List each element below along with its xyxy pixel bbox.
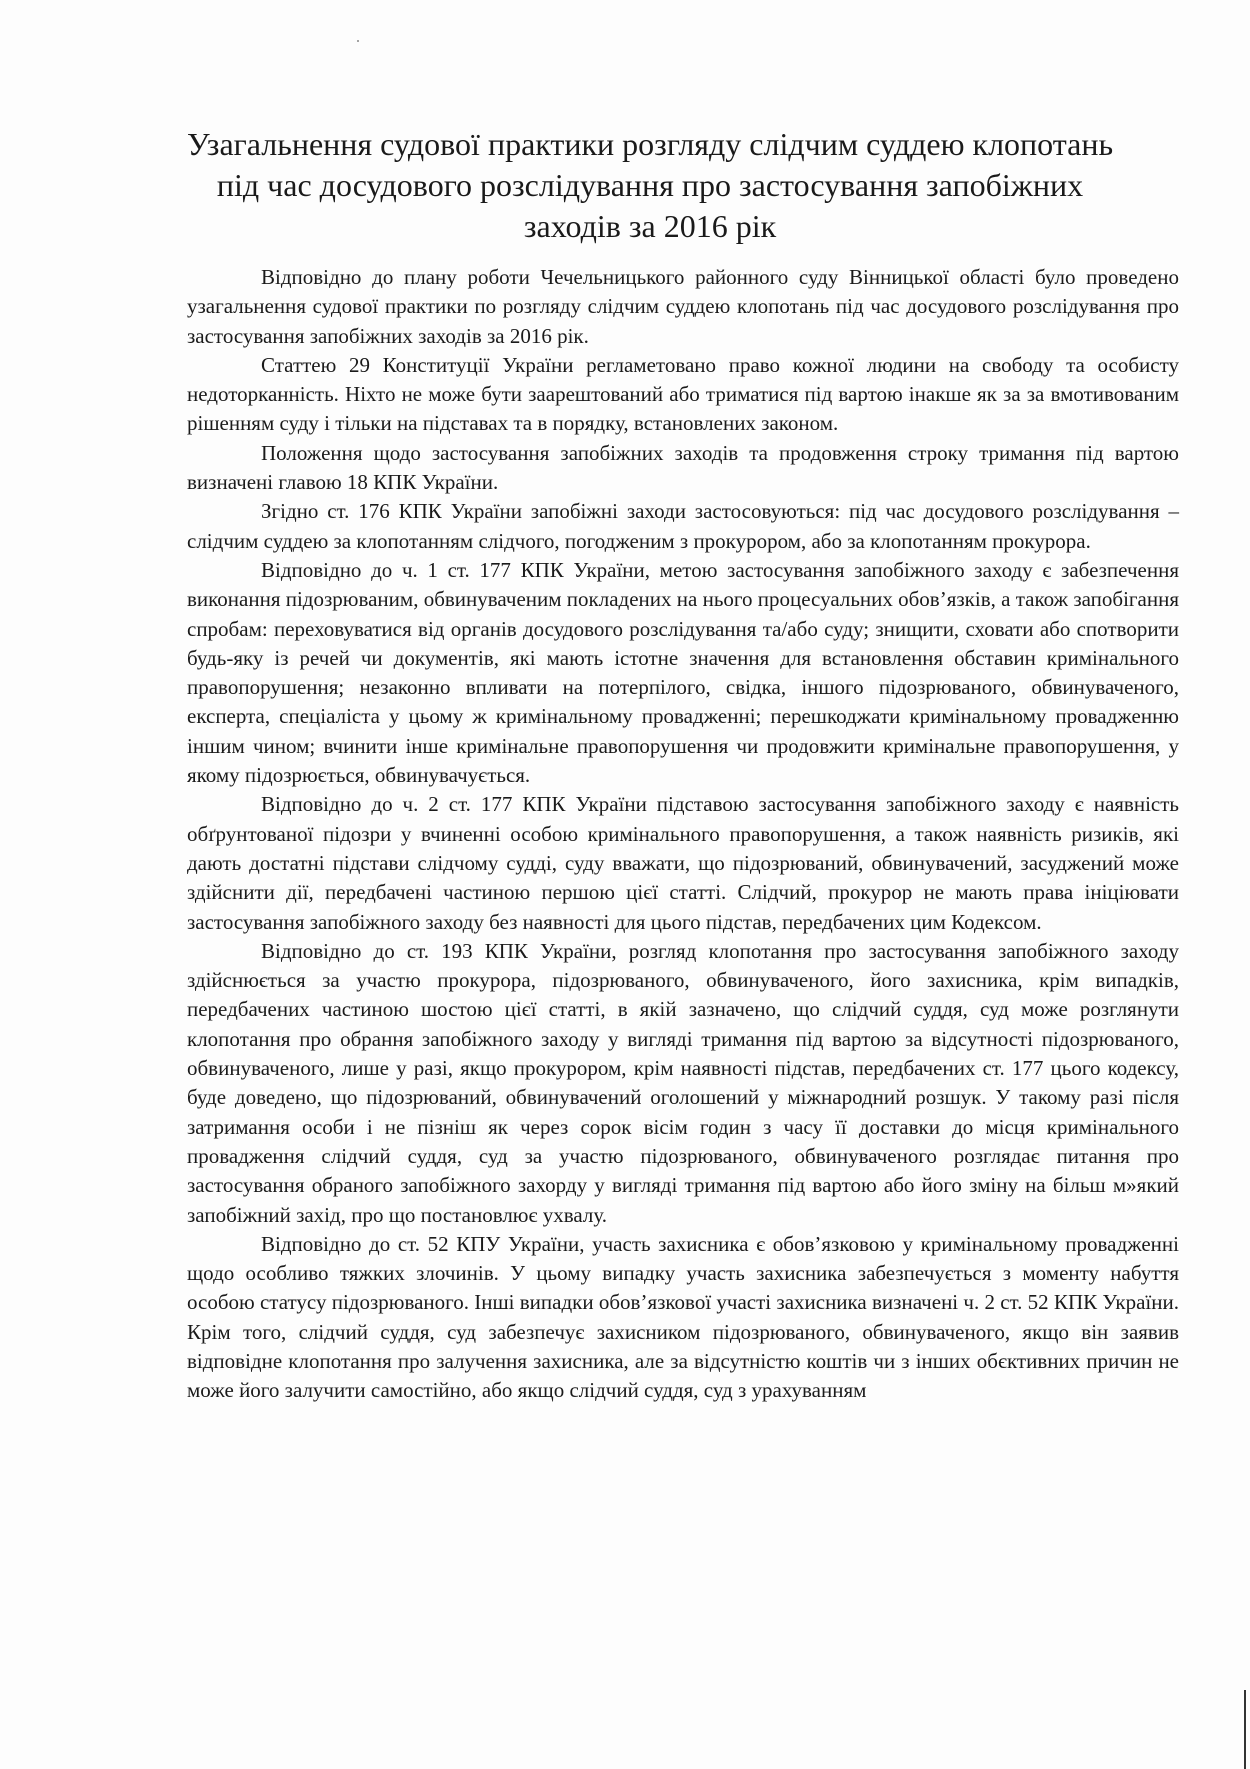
scan-speck [357, 40, 359, 42]
document-title [150, 124, 1150, 247]
paragraph-5: Відповідно до ч. 1 ст. 177 КПК України, метою застосування запобіжного заходу є забезпечення виконання підозрюваним, обвинуваченим покладених на нього процесуальних обов’язків, а також запобігання спробам: переховуватися від органів досудового розслідування та/або суду; знищити, сховати або спотворити будь-яку із речей чи документів, які мають істотне значення для встановлення обставин кримінального правопорушення; незаконно впливати на потерпілого, свідка, іншого підозрюваного, обвинуваченого, експерта, спеціаліста у цьому ж кримінальному провадженні; перешкоджати кримінальному провадженню іншим чином; вчинити інше кримінальне правопорушення чи продовжити кримінальне правопорушення, у якому підозрюється, обвинувачується. [187, 557, 1179, 788]
paragraph-3: Положення щодо застосування запобіжних заходів та продовження строку тримання під вартою визначені главою 18 КПК України. [187, 440, 1179, 495]
paragraph-4: Згідно ст. 176 КПК України запобіжні заходи застосовуються: під час досудового розслідування – слідчим суддею за клопотанням слідчого, погодженим з прокурором, або за клопотанням прокурора. [187, 499, 1179, 553]
paragraph-7: Відповідно до ст. 193 КПК України, розгляд клопотання про застосування запобіжного заходу здійснюється за участю прокурора, підозрюваного, обвинуваченого, його захисника, крім випадків, передбачених частиною шостою цієї статті, в якій зазначено, що слідчий суддя, суд може розглянути клопотання про обрання запобіжного заходу у вигляді тримання під вартою за відсутності підозрюваного, обвинуваченого, лише у разі, якщо прокурором, крім наявності підстав, передбачених ст. 177 цього кодексу, буде доведено, що підозрюваний, обвинувачений оголошений у міжнародний розшук. У такому разі після затримання особи і не пізніш як через сорок вісім годин з часу її доставки до місця кримінального провадження слідчий суддя, суд за участю підозрюваного, обвинуваченого розглядає питання про застосування обраного запобіжного захорду у вигляді тримання під вартою або його зміну на більш м»який запобіжний захід, про що постановлює ухвалу. [187, 938, 1179, 1227]
title-line-3: заходів за 2016 рік [523, 208, 777, 244]
paragraph-6: Відповідно до ч. 2 ст. 177 КПК України підставою застосування запобіжного заходу є наявність обґрунтованої підозри у вчиненні особою кримінального правопорушення, а також наявність ризиків, які дають достатні підстави слідчому судді, суду вважати, що підозрюваний, обвинувачений, засуджений може здійснити дії, передбачені частиною першою цієї статті. Слідчий, прокурор не мають права ініціювати застосування запобіжного заходу без наявності для цього підстав, передбачених цим Кодексом. [187, 792, 1179, 934]
title-line-2: під час досудового розслідування про застосування запобіжних [216, 167, 1084, 203]
scan-edge-shadow [1244, 1690, 1246, 1769]
paragraph-8: Відповідно до ст. 52 КПУ України, участь захисника є обов’язковою у кримінальному провадженні щодо особливо тяжких злочинів. У цьому випадку участь захисника забезпечується з моменту набуття особою статусу підозрюваного. Інші випадки обов’язкової участі захисника визначені ч. 2 ст. 52 КПК України. Крім того, слідчий суддя, суд забезпечує захисником підозрюваного, обвинуваченого, якщо він заявив відповідне клопотання про залучення захисника, але за відсутністю коштів чи з інших обєктивних причин не може його залучити самостійно, або якщо слідчий суддя, суд з урахуванням [187, 1231, 1179, 1403]
paragraph-1: Відповідно до плану роботи Чечельницького районного суду Вінницької області було проведено узагальнення судової практики по розгляду слідчим суддею клопотань під час досудового розслідування про застосування запобіжних заходів за 2016 рік. [187, 265, 1179, 348]
paragraph-2: Статтею 29 Конституції України регламетовано право кожної людини на свободу та особисту недоторканність. Ніхто не може бути заарештований або триматися під вартою інакше як за за вмотивованим рішенням суду і тільки на підставах та в порядку, встановлених законом. [187, 352, 1179, 436]
title-line-1: Узагальнення судової практики розгляду слідчим суддею клопотань [186, 126, 1114, 162]
document-body [187, 263, 1179, 1406]
